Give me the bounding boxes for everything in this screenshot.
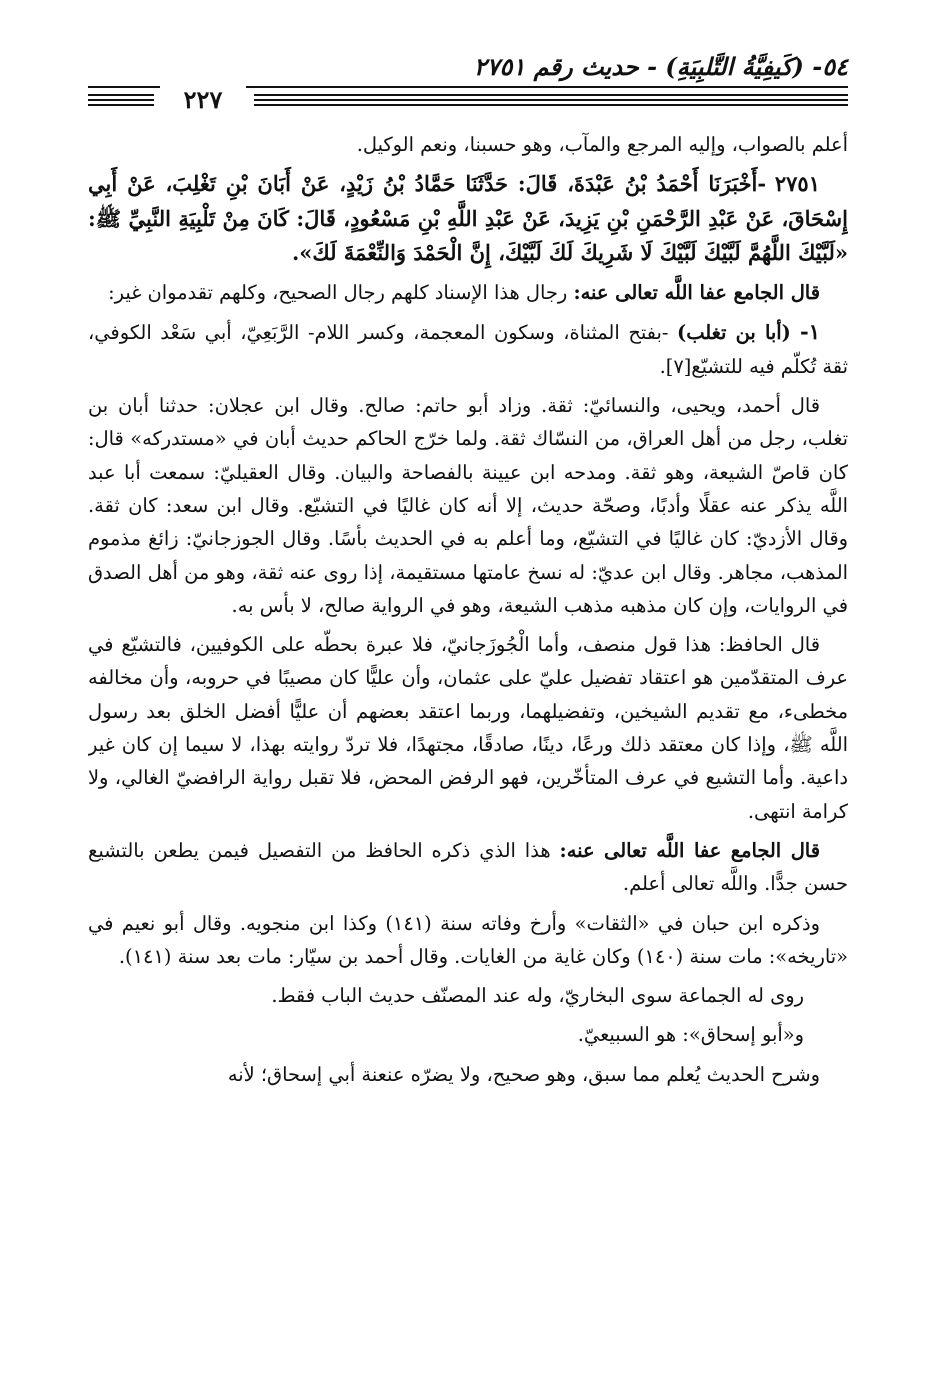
paragraph [88, 1018, 848, 1051]
page-number: ٢٢٧ [160, 85, 246, 114]
paragraph [88, 628, 848, 828]
paragraph-text: -بفتح المثناة، وسكون المعجمة، وكسر اللام- الرَّبَعِيّ، أبي سَعْد الكوفي، ثقة تُكلّم فيه للتشيّع[٧]. [88, 321, 848, 378]
running-title: ٥٤- (كَيفِيَّةُ التَّلبِيَةِ) - حديث رقم ٢٧٥١ [473, 52, 848, 81]
paragraph-text: رجال هذا الإسناد كلهم رجال الصحيح، وكلهم تقدموان غير: [108, 281, 574, 305]
author-label: قال الجامع عفا اللَّه تعالى عنه: [559, 838, 820, 862]
paragraph-text: أعلم بالصواب، وإليه المرجع والمآب، وهو حسبنا، ونعم الوكيل. [356, 133, 848, 156]
hadith-text: -أَخْبَرَنَا أَحْمَدُ بْنُ عَبْدَةَ، قَالَ: حَدَّثَنَا حَمَّادُ بْنُ زَيْدٍ، عَنْ أَبَانَ بْنِ تَغْلِبَ، عَنْ أَبِي إِسْحَاقَ، عَنْ عَبْدِ الرَّحْمَنِ بْنِ يَزِيدَ، عَنْ عَبْدِ اللَّهِ بْنِ مَسْعُودٍ، قَالَ: كَانَ مِنْ تَلْبِيَةِ النَّبِيِّ ﷺ: «لَبَّيْكَ اللَّهُمَّ لَبَّيْكَ لَبَّيْكَ لَا شَرِيكَ لَكَ لَبَّيْكَ، إِنَّ الْحَمْدَ وَالنِّعْمَةَ لَكَ». [88, 171, 848, 265]
paragraph [88, 834, 848, 901]
header-double-rule-left [88, 94, 154, 112]
hadith-paragraph [88, 167, 848, 270]
narrator-number: ١- [800, 319, 820, 345]
paragraph [88, 128, 848, 161]
paragraph-text: وشرح الحديث يُعلم مما سبق، وهو صحيح، ولا يضرّه عنعنة أبي إسحاق؛ لأنه [227, 1062, 820, 1086]
paragraph [88, 389, 848, 622]
paragraph [88, 276, 848, 309]
narrator-name: (أبا بن تغلب) [677, 321, 800, 345]
page-header [88, 52, 848, 114]
narrator-paragraph [88, 315, 848, 383]
paragraph-text: و«أبو إسحاق»: هو السبيعيّ. [577, 1023, 804, 1047]
header-double-rule [254, 94, 848, 112]
paragraph-text: قال الحافظ: هذا قول منصف، وأما الْجُوزَجانيّ، فلا عبرة بحطّه على الكوفيين، فالتشيّع في عرف المتقدّمين هو اعتقاد تفضيل عليّ على عثمان، وأن عليًّا كان مصيبًا في حروبه، وأن مخالفه مخطىء، مع تقديم الشيخين، وتفضيلهما، وربما اعتقد بعضهم أن عليًّا أفضل الخلق بعد رسول اللَّه ﷺ، وإذا كان معتقد ذلك ورعًا، دينًا، صادقًا، مجتهدًا، فلا تردّ روايته بهذا، لا سيما إن كان غير داعية. وأما التشيع في عرف المتأخّرين، فهو الرفض المحض، فلا تقبل رواية الرافضيّ الغالي، ولا كرامة انتهى. [88, 633, 848, 823]
hadith-number: ٢٧٥١ [774, 171, 820, 197]
paragraph-text: هذا الذي ذكره الحافظ من التفصيل فيمن يطعن بالتشيع حسن جدًّا. واللَّه تعالى أعلم. [88, 838, 848, 896]
paragraph-text: قال أحمد، ويحيى، والنسائيّ: ثقة. وزاد أبو حاتم: صالح. وقال ابن عجلان: حدثنا أبان بن تغلب، رجل من أهل العراق، من النسّاك ثقة. ولما خرّج الحاكم حديث أبان في «مستدركه» قال: كان قاصّ الشيعة، وهو ثقة. ومدحه ابن عيينة بالفصاحة والبيان. وقال العقيليّ: سمعت أبا عبد اللَّه يذكر عنه عقلًا وأدبًا، وصحّة حديث، إلا أنه كان غاليًا في التشيّع. وقال ابن سعد: كان ثقة. وقال الأزديّ: كان غاليًا في التشيّع، وما أعلم به في الحديث بأسًا. وقال الجوزجانيّ: زائغ مذموم المذهب، مجاهر. وقال ابن عديّ: له نسخ عامتها مستقيمة، إذا روى عنه ثقة، وهو من أهل الصدق في الروايات، وإن كان مذهبه مذهب الشيعة، وهو في الرواية صالح، لا بأس به. [88, 394, 848, 617]
paragraph [88, 979, 848, 1012]
paragraph-text: وذكره ابن حبان في «الثقات» وأرخ وفاته سنة (١٤١) وكذا ابن منجويه. وقال أبو نعيم في «تاريخه»: مات سنة (١٤٠) وكان غاية من الغايات. وقال أحمد بن سيّار: مات بعد سنة (١٤١). [88, 911, 848, 968]
paragraph [88, 1058, 848, 1091]
paragraph [88, 907, 848, 974]
author-label: قال الجامع عفا اللَّه تعالى عنه: [573, 281, 820, 305]
paragraph-text: روى له الجماعة سوى البخاريّ، وله عند المصنّف حديث الباب فقط. [271, 984, 804, 1008]
page-body [88, 128, 848, 1347]
